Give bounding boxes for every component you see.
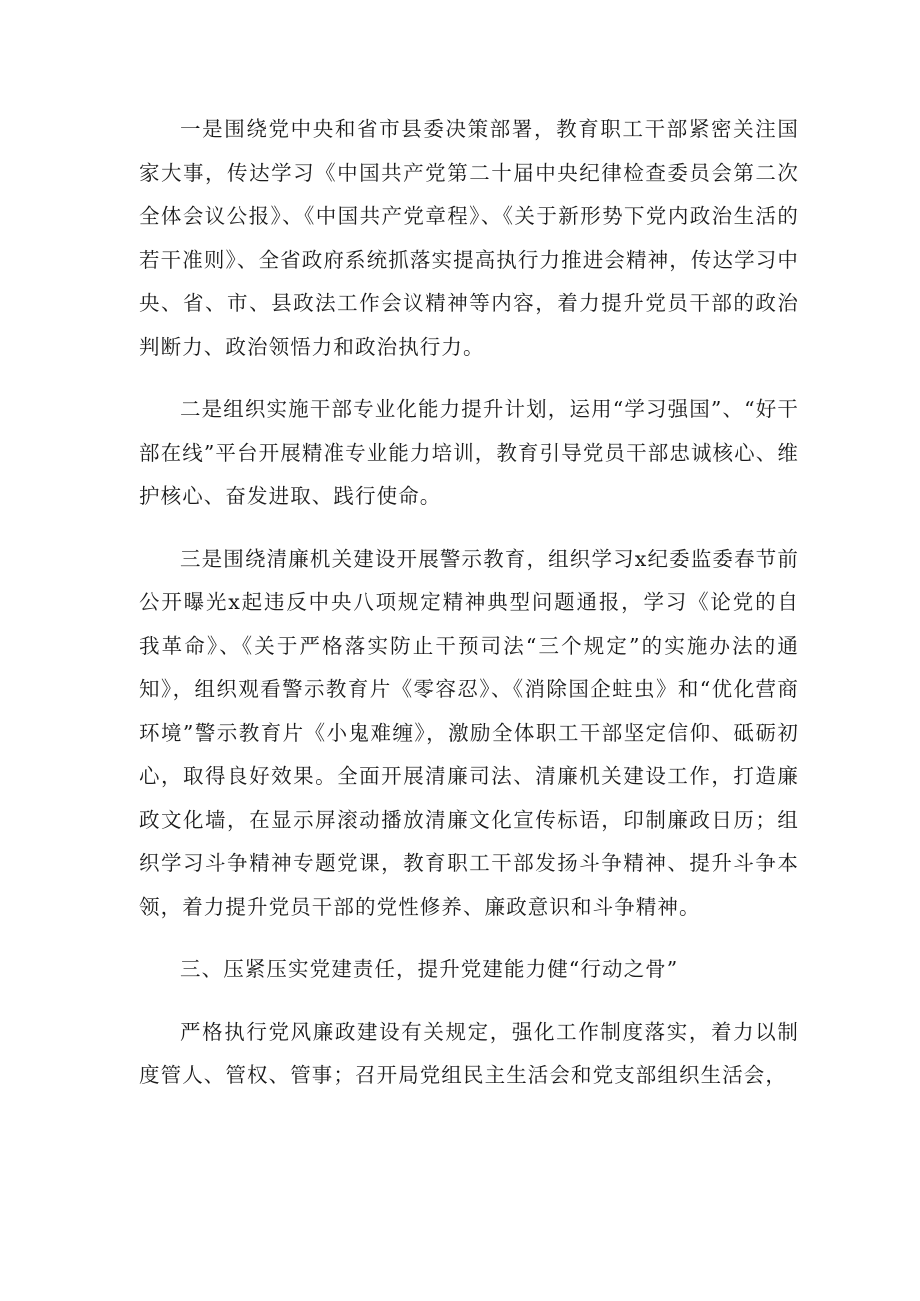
paragraph-professional-training: 二是组织实施干部专业化能力提升计划，运用“学习强国”、“好干部在线”平台开展精准专业能力培训，教育引导党员干部忠诚核心、维护核心、奋发进取、践行使命。 [139,397,799,508]
paragraph-warning-education: 三是围绕清廉机关建设开展警示教育，组织学习x纪委监委春节前公开曝光x起违反中央八项规定精神典型问题通报，学习《论党的自我革命》、《关于严格落实防止干预司法“三个规定”的实施办法的通知》，组织观看警示教育片《零容忍》、《消除国企蛀虫》和“优化营商环境”警示教育片《小鬼难缠》，激励全体职工干部坚定信仰、砥砺初心，取得良好效果。全面开展清廉司法、清廉机关建设工作，打造廉政文化墙，在显示屏滚动播放清廉文化宣传标语，印制廉政日历；组织学习斗争精神专题党课，教育职工干部发扬斗争精神、提升斗争本领，着力提升党员干部的党性修养、廉政意识和斗争精神。 [139,546,799,919]
section-heading-party-responsibility: 三、压紧压实党建责任，提升党建能力健“行动之骨” [180,957,679,981]
document-body [139,108,799,1098]
paragraph-political-study: 一是围绕党中央和省市县委决策部署，教育职工干部紧密关注国家大事，传达学习《中国共产党第二十届中央纪律检查委员会第二次全体会议公报》、《中国共产党章程》、《关于新形势下党内政治生活的若干准则》、全省政府系统抓落实提高执行力推进会精神，传达学习中央、省、市、县政法工作会议精神等内容，着力提升党员干部的政治判断力、政治领悟力和政治执行力。 [139,117,799,359]
paragraph-discipline-rules: 严格执行党风廉政建设有关规定，强化工作制度落实，着力以制度管人、管权、管事；召开局党组民主生活会和党支部组织生活会， [139,1019,799,1087]
